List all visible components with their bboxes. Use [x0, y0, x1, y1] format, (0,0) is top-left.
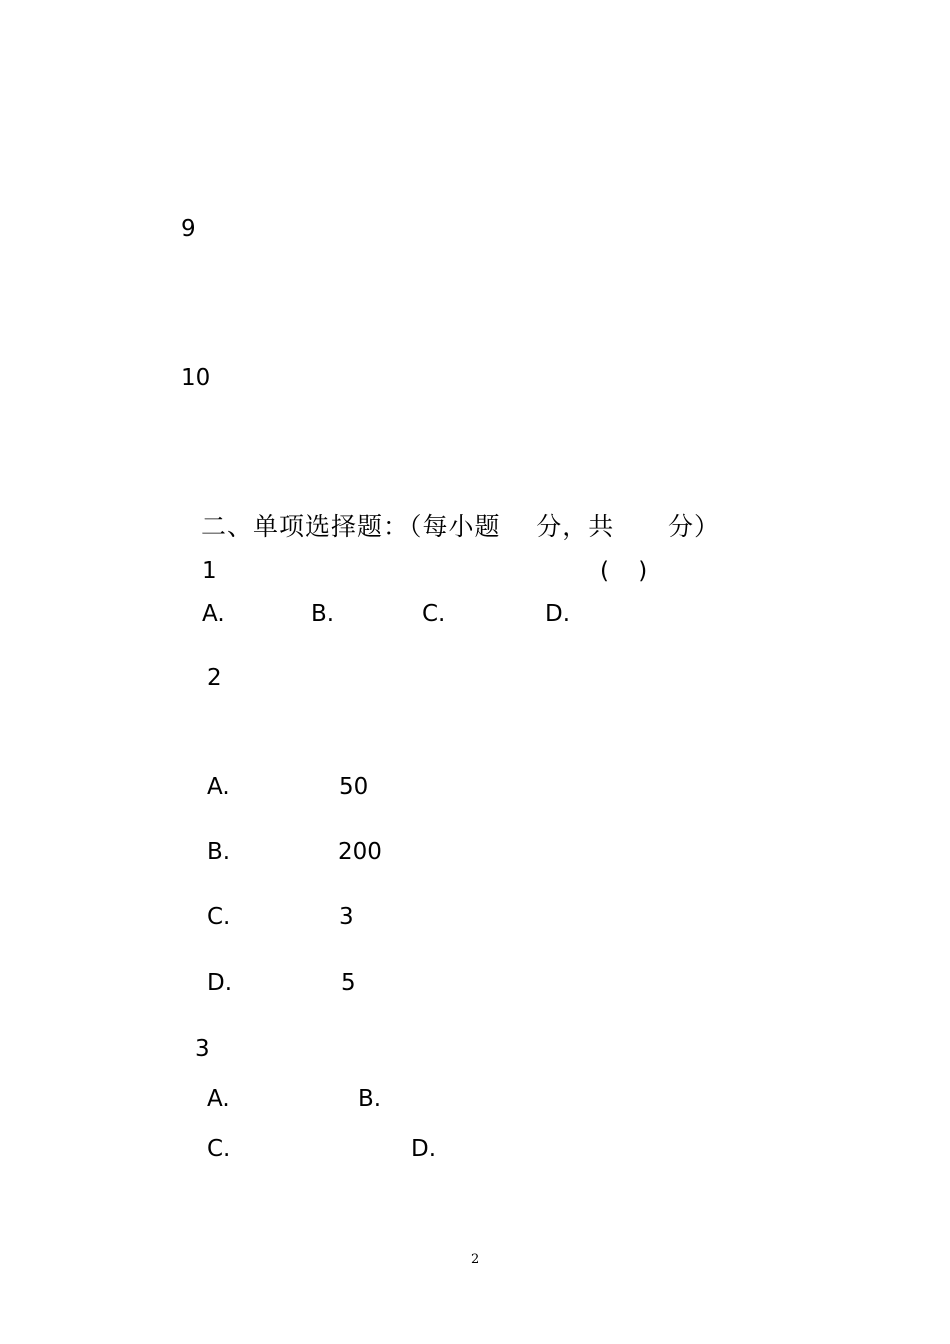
question-3-number: 3 — [195, 1036, 210, 1062]
q1-option-d: D. — [545, 601, 571, 627]
q2-option-c-value: 3 — [339, 904, 354, 930]
answer-bracket: ( ) — [600, 558, 648, 584]
question-number-9: 9 — [181, 216, 196, 242]
q3-option-a: A. — [207, 1086, 230, 1112]
q3-option-b: B. — [358, 1086, 382, 1112]
q2-option-a-value: 50 — [339, 774, 369, 800]
page-number: 2 — [471, 1252, 480, 1267]
question-number-10: 10 — [181, 365, 211, 391]
question-1-number: 1 — [202, 558, 217, 584]
question-2-number: 2 — [207, 665, 222, 691]
q2-option-d-value: 5 — [341, 970, 356, 996]
q1-option-b: B. — [311, 601, 335, 627]
q2-option-c-letter: C. — [207, 904, 231, 930]
q2-option-b-letter: B. — [207, 839, 231, 865]
q1-option-c: C. — [422, 601, 446, 627]
q2-option-b-value: 200 — [338, 839, 382, 865]
q2-option-a-letter: A. — [207, 774, 230, 800]
q1-option-a: A. — [202, 601, 225, 627]
q3-option-c: C. — [207, 1136, 231, 1162]
q2-option-d-letter: D. — [207, 970, 233, 996]
q3-option-d: D. — [411, 1136, 437, 1162]
section-heading: 二、单项选择题：（每小题 分，共 分） — [201, 512, 720, 541]
